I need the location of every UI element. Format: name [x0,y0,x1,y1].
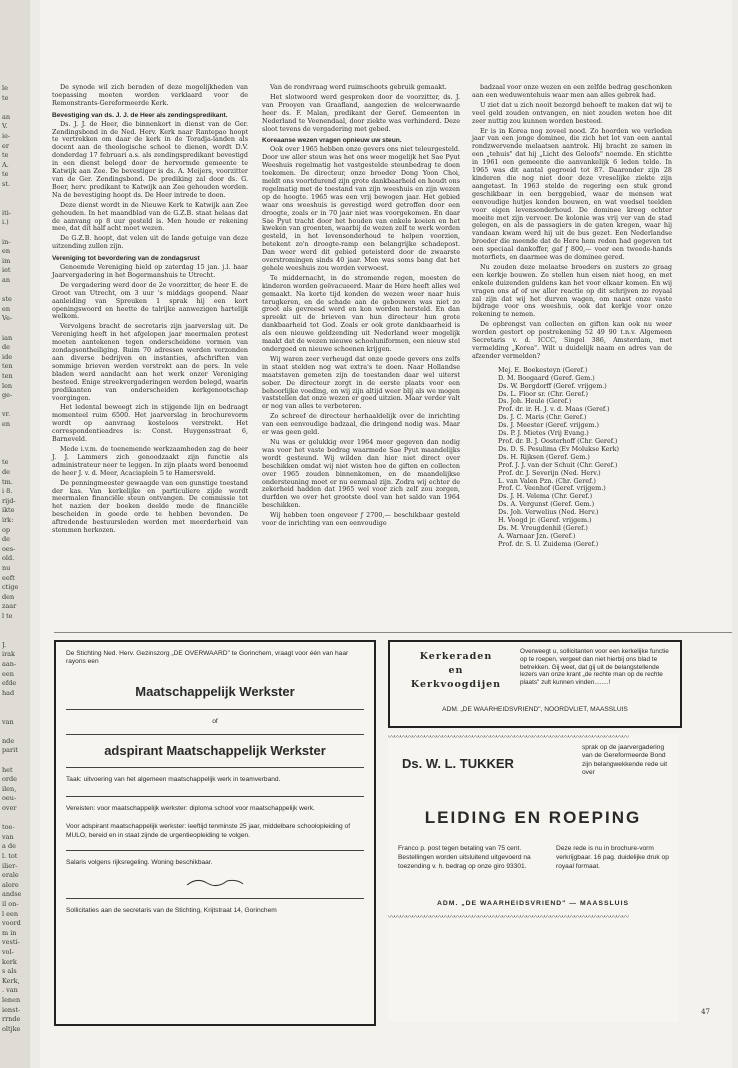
signatory: Ds. J. Meester (Geref. vrijgem.) [498,421,599,430]
heading: Vereniging tot bevordering van de zondagsrust [52,255,200,263]
paragraph: De vergadering werd door de 2e voorzitter, de heer E. de Groot van Utrecht, om 3 uur 's middags geopend. Naar aanleiding van Spreuken 1 sprak hij een kort openingswoord en heette de talrijke aanwezigen hartelijk welkom. [52,280,248,321]
divider [66,898,364,899]
paragraph: Nu was er gelukkig over 1964 meer gegeven dan nodig was voor het vaste bedrag waarmede Sae Pyut maandelijks wordt gesteund. Wij wilden dan hier niet direct over beschikken omdat wij niet wisten hoe de giften en collecten over 1965 zouden binnenkomen, en de maandelijkse ondersteuning moet er nu eenmaal zijn. Zodra wij echter de zekerheid hadden dat 1965 wel voor zich zelf zou zorgen, durfden we over het grootste deel van het saldo van 1964 beschikken. [262,437,460,510]
signatory: Ds. D. S. Pesulima (Ev Molukse Kerk) [498,444,619,453]
paragraph: De G.Z.B. hoopt, dat velen uit de lande getuige van deze uitzending zullen zijn. [52,234,248,251]
gutter-text: ian [2,333,13,342]
gutter-text: te [2,93,9,102]
paragraph: Te middernacht, in de stromende regen, moesten de kinderen worden geëvacueerd. Maar de Here heeft alles wel gemaakt. Na korte tijd konden de wezen weer naar huis terugkeren, en de schade aan de gebouwen was niet zo groot als gevreesd werd en kon worden hersteld. En dan spreekt uit de brieven van hun directeur hun grote dankbaarheid tot God. Zoals er ook grote dankbaarheid is als een nieuwe geldzending uit Nederland weer mogelijk maakt dat de wezen nieuwe schooluniformen, een nieuw stel ondergoed en nieuwe schoenen krijgen. [262,273,460,353]
ad3-left: Franco p. post tegen betaling van 75 cent. Bestellingen worden uitsluitend uitgevoerd na toezending v. h. bedrag op onze giro 93301. [398,845,531,870]
gutter-text: nu [2,564,11,572]
page-number: 47 [701,1008,710,1016]
gutter-text: efde [2,679,17,688]
gutter-text: il on- [2,900,19,908]
ad2-title-b: en [448,665,464,676]
signatory: Mej. E. Boekesteyn (Geref.) [498,365,588,374]
paragraph: Ook over 1965 hebben onze gevers ons niet teleurgesteld. Door uw aller steun was het ons weer mogelijk het Sae Pyut Weeshuis regelmatig het vastgestelde steunbedrag te doen toekomen. De directeur, onze broeder Dong Yoon Choi, meldt ons voortdurend zijn grote dankbaarheid en houdt ons regelmatig met de toestand van zijn weeshuis en zijn wezen op de hoogte. 1965 was een vrij bewogen jaar. Het gebied waar ons weeshuis is gevestigd werd getroffen door een droogte, zoals er in 70 jaar niet was voorgekomen. En daar Sae Pyut tracht door het houden van enkele koeien en het kweken van groenten, waarbij de wezen zelf te werk worden gesteld, in het levensonderhoud te helpen voorzien, betekent zo'n droogte-ramp een belangrijke schadepost. Dan weer werd dit gebied geteisterd door de zwaarste overstromingen sinds 40 jaar. Men was soms bang dat het gehele weeshuis zou worden verwoest. [262,145,460,272]
gutter-text: lenen [2,996,21,1004]
signatory: Ds. H. Rijksen (Geref. Gem.) [498,452,590,461]
column-1 [52,84,248,537]
gutter-text: ten [2,372,13,380]
gutter-text: vol- [2,948,14,956]
gutter-text: ie- [2,132,11,140]
gutter-text: den [2,592,15,601]
gutter-text: oltjke [2,1024,21,1033]
gutter-text: en [2,420,11,428]
divider [66,734,364,735]
gutter-text: irk: [2,516,14,524]
ad3-headline: LEIDING EN ROEPING [424,808,642,827]
signatory: Ds. L. Floor sr. (Chr. Geref.) [498,389,589,398]
ad-task: Taak: uitvoering van het algemeen maatschappelijk werk in teamverband. [66,776,281,784]
paragraph: U ziet dat u zich nooit bezorgd behoeft te maken dat wij te veel geld zouden ontvangen, en niet zouden weten hoe dit zeer nuttig zou kunnen worden besteed. [472,100,672,125]
paragraph: Wij waren zeer verheugd dat onze goede gevers ons zelfs in staat stelden nog wat extra's te doen. Naar Hollandse maatstaven gemeten zijn de toestanden daar wel uiterst sober. De directeur zorgt in de eerste plaats voor een behoorlijke voeding, en wij zijn altijd weer blij als we mogen vaststellen dat onze wezen er goed uitzien. Maar verder valt er nog van alles te verbeteren. [262,354,460,411]
signatory: Prof. C. Veenhof (Geref. vrijgem.) [498,484,606,493]
gutter-text: aan- [2,660,17,668]
gutter-text: l een [2,909,19,918]
wavy-border-bottom: 〰〰〰〰〰〰〰〰〰〰〰〰〰〰〰〰〰〰〰〰〰〰〰〰〰〰〰〰〰〰〰〰〰〰〰〰〰〰〰〰 [388,914,628,920]
gutter-text: en [2,304,11,313]
gutter-text: an [2,112,11,121]
gutter-text: parit [2,746,18,755]
paragraph: Mede i.v.m. de toenemende werkzaamheden zag de heer J. J. Lammers zich genoodzaakt zijn functie als administrateur neer te leggen. In zijn plaats werd benoemd de heer J. v. d. Meer, Acaciaplein 5 te Hamersveld. [52,444,248,477]
divider [54,632,732,633]
signature-flourish-icon [66,875,364,892]
ad2-title-a: Kerkeraden [419,651,493,662]
gutter-text: over [2,804,17,812]
gutter-text: l te [2,612,13,620]
gutter-text: tm. [2,477,13,486]
job-advertisement [54,640,376,1026]
gutter-text: te [2,151,9,160]
gutter-text: op [2,525,11,534]
signatory: Ds. J. H. Velema (Chr. Geref.) [498,492,593,501]
gutter-text: l. tot [2,852,18,860]
paragraph: Van de rondvraag werd ruimschoots gebruik gemaakt. [270,83,447,91]
signatory: Prof. J. J. van der Schuit (Chr. Geref.) [498,460,618,469]
column-2 [262,84,460,530]
ad3-right: Deze rede is nu in brochure-vorm verkrijgbaar. 16 pag. duidelijke druk op royaal formaat. [556,845,669,870]
paragraph: Wij hebben toen ongeveer ƒ 2700,— beschikbaar gesteld voor de inrichting van een eenvoudige [262,511,460,528]
gutter-text: irak [2,650,15,659]
signatory: Ds. Joh. Heule (Geref.) [498,397,572,406]
ad2-text: Overweegt u, sollicitanten voor een kerkelijke functie op te roepen, vergeet dan niet hierbij ons blad te betrekken. Gij weet, dat gij uit de belangstellende lezers van onze krant „de rechte man op de rechte plaats" zult kunnen vinden........! [520,648,669,687]
signatory: H. Voogd jr. (Geref. vrijgem.) [498,516,592,525]
divider [66,767,364,768]
signatory: L. van Valen Pzn. (Chr. Geref.) [498,476,596,485]
gutter-text: a de [2,842,16,851]
gutter-text: te [2,458,9,467]
gutter-text: van [2,832,14,841]
ad-intro: De Stichting Ned. Herv. Gezinszorg „DE OVERWAARD" te Gorinchem, vraagt voor één van haar rayons een [66,650,349,666]
gutter-text: de [2,535,11,544]
gutter-text: te [2,170,9,179]
gutter-text: ge- [2,391,13,400]
gutter-text: in- [2,237,11,246]
ad-apply: Sollicitaties aan de secretaris van de Stichting, Krijtstraat 14, Gorinchem [66,907,277,915]
paragraph: Nu zouden deze melaatse broeders en zusters zo graag een kerkje bouwen. Ze stellen hun eisen niet hoog, en met enkele duizenden guldens kan het voor elkaar komen. En wij vragen ons af of uw aller reactie op dit schrijven zo royaal zal zijn dat wij het durven wagen, om naast onze vaste bijdrage voor ons weeshuis, ook dat kerkje voor onze rekening te nemen. [472,262,672,319]
gutter-text: ctige [2,583,19,592]
ad-or: of [212,717,218,725]
gutter-text: nde [2,736,15,745]
paragraph: Er is in Korea nog zoveel nood. Zo hoorden we verleden jaar van een jonge dominee, die zich het lot van een aantal rondzwervende melaatsen aantrok. Hij bracht ze samen in een „tehuis" dat hij „Licht des Geloofs" noemde. En stichtte in 1961 een gemeente die aanvankelijk 6 leden telde. In 1965 was dit aantal gegroeid tot 87. Daaronder zijn 28 kinderen die nog niet door deze vreselijke ziekte zijn aangetast. In 1963 stelde de regering een stuk grond geschikbaar in een berggebied, waar de mensen wat eenvoudige hutjes konden bouwen, en wat voedsel teelden voor eigen levensonderhoud. De dominee kreeg echter moeite met zijn vervoer. De kolonie was vrij ver van de stad gelegen, en als de passagiers in de gaten kregen, waar hij vandaan kwam werd hij uit de bus gezet. Een Nederlandse broeder die meende dat de Here hem reden had gegeven tot een speciaal dankoffer, gaf ƒ 800,— voor een tweede-hands motorfiets, en daarmee was de dominee gered. [472,126,672,262]
gutter-text: alere [2,880,19,889]
council-advertisement [388,640,682,728]
signatory: Prof. dr. B. J. Oosterhoff (Chr. Geref.) [498,436,618,445]
left-page-gutter [0,0,30,1068]
paragraph: De synode wil zich beraden of deze mogelijkheden van toepassing moeten worden verklaard voor de Remonstrants-Gereformeerde Kerk. [52,83,248,107]
ad-requirement-2: Voor adspirant maatschappelijk werkster: leeftijd tenminste 25 jaar, middelbare schoolopleiding of MULO, bereid en in staat zijnde de urgentieopleiding te volgen. [66,823,351,839]
signatory: Ds. M. Vreugdenhil (Geref.) [498,523,588,532]
paragraph: Ds. J. J. de Heer, die binnenkort in dienst van de Ger. Zendingsbond in de Ned. Herv. Kerk naar Rantepao hoopt te vertrekken om daar de kerk in de Toradja-landen als docent aan de theologische school te dienen, wordt D.V. donderdag 17 februari a.s. als zendingspredikant bevestigd in een dienst belegd door de hervormde gemeente te Katwijk aan Zee. De bevestiger is ds. A. Meijers, voorzitter van de Ger. Zendingsbond. De prediking zal door ds. G. Boer, herv. predikant te Katwijk aan Zee gehouden worden. Na de bevestiging hoopt ds. De Heer intrede te doen. [52,119,248,199]
gutter-text: st. [2,180,11,188]
gutter-text: ikte [2,506,15,515]
gutter-text: J. [2,640,7,649]
gutter-text: voord [2,919,21,928]
paragraph: De penningmeester gewaagde van een gunstige toestand der kas. Van kerkelijke en particuliere zijde wordt meermalen financiële steun ontvangen. De commissie tot het nazien der boeken deelde mede de financiële bescheiden in goede orde te hebben bevonden. De aftredende bestuursleden werden met meerderheid van stemmen herkozen. [52,478,248,535]
paragraph: Vervolgens bracht de secretaris zijn jaarverslag uit. De Vereniging heeft in het afgelopen jaar meermalen protest moeten aantekenen tegen onderscheidene vormen van zondagsontheiliging. Ruim 70 adressen werden verzonden aan diverse bedrijven en instanties, afschriften van sommige brieven werden verstrekt aan de pers. In vele bladen werd aandacht aan het werk onzer Vereniging besteed. Enige streekvergaderingen werden belegd, waarin predikanten van onderscheiden kerkgenootschap voorgingen. [52,322,248,402]
gutter-text: de [2,468,11,476]
heading: Bevestiging van ds. J. J. de Heer als zendingspredikant. [52,111,228,119]
gutter-text: erale [2,871,19,880]
ad-requirement-1: Vereisten: voor maatschappelijk werkster: diploma school voor maatschappelijk werk. [66,805,315,813]
gutter-text: le [2,84,8,92]
gutter-text: zaar [2,602,17,611]
paragraph: De opbrengst van collecten en giften kan ook nu weer worden gestort op postrekening 52 49 90 t.n.v. Algemeen Secretaris v. d. ICCC, Singel 386, Amsterdam, met vermelding „Korea". Wilt u duidelijk naam en adres van de afzender vermelden? [472,320,672,360]
gutter-text: Ve- [2,314,13,323]
paragraph: Het slotwoord werd gesproken door de voorzitter, ds. J. van Prooyen van Graafland, aangezien de welcerwaarde heer ds. F. Malan, predikant der Geref. Gemeenten in Nederland te Veenendaal, door ziekte was verhinderd. Deze sloot tevens de vergadering met gebed. [262,92,460,133]
signatory: D. M. Boogaard (Geref. Gem.) [498,373,595,382]
gutter-text: ten [2,362,13,371]
gutter-text: rijd- [2,496,16,505]
gutter-text: ilier- [2,861,18,870]
paragraph: Zo schreef de directeur herhaaldelijk over de inrichting van een eenvoudige badzaal, die dringend nodig was. Maar er was geen geld. [262,412,460,437]
brochure-advertisement [388,734,678,1022]
paragraph: Deze dienst wordt in de Nieuwe Kerk te Katwijk aan Zee gehouden. In het maandblad van de G.Z.B. staat helaas dat de aanvang op 8 uur gesteld is. Men houde er rekening mee, dat dit half acht moet wezen. [52,200,248,233]
gutter-text: eeft [2,573,15,582]
gutter-text: het [2,765,13,774]
gutter-text: er [2,141,9,150]
gutter-text: . van [2,986,18,995]
signatories-list [498,367,672,549]
ad2-footer: ADM. „DE WAARHEIDSVRIEND", NOORDVLIET, MAASSLUIS [442,706,628,713]
gutter-text: ienst- [2,1005,21,1014]
ad3-name: Ds. W. L. TUKKER [402,756,514,771]
gutter-text: oes- [2,544,16,553]
gutter-text: old. [2,554,15,563]
ad3-footer: ADM. „DE WAARHEIDSVRIEND" — MAASSLUIS [436,900,630,907]
gutter-text: ilen, [2,784,17,793]
gutter-text: V. [2,122,8,131]
gutter-text: een [2,669,14,678]
gutter-text: m in [2,928,17,937]
gutter-text: kerk [2,957,17,966]
gutter-text: A. [2,160,9,169]
gutter-text: vesti- [2,938,20,947]
gutter-text: i.) [2,218,9,227]
gutter-text: andse [2,890,22,899]
divider [66,850,364,851]
gutter-text: toe- [2,823,15,832]
gutter-text: an [2,276,11,284]
ad2-title-c: Kerkvoogdijen [410,679,502,690]
gutter-text: ste [2,295,12,304]
paragraph: Genoemde Vereniging hield op zaterdag 15 jan. j.l. haar Jaarvergadering in het Bogermanshuis te Utrecht. [52,263,248,279]
gutter-text: len [2,381,13,390]
signatory: Ds. P. J. Mietes (Vrij Evang.) [498,429,589,438]
ad-title-1: Maatschappelijk Werkster [135,684,295,700]
signatory: Prof. dr. J. Severijn (Ned. Herv.) [498,468,601,477]
divider [66,796,364,797]
ad-salary: Salaris volgens rijksregeling. Woning beschikbaar. [66,858,213,866]
divider [66,709,364,710]
ad3-spoke: sprak op de jaarvergadering van de Gereformeerde Bond zijn belangwekkende rede uit over [582,744,668,777]
gutter-text: i 8. [2,487,13,496]
paragraph: Het ledental beweegt zich in stijgende lijn en bedraagt momenteel ruim 6500. Het jaarverslag in brochurevorm wordt op aanvraag kosteloos verstrekt. Het correspondentieadres is: Const. Huygensstraat 6, Barneveld. [52,403,248,444]
signatory: Ds. J. C. Maris (Chr. Geref.) [498,413,587,422]
gutter-text: iti- [2,208,11,217]
gutter-text: s als [2,967,17,976]
paragraph: badzaal voor onze wezen en een zelfde bedrag geschonken aan een weduwentehuis waar men aan alles gebrek had. [472,83,672,99]
gutter-text: oeu- [2,794,17,803]
gutter-text: orde [2,775,18,784]
ad-title-2: adspirant Maatschappelijk Werkster [104,742,326,758]
gutter-text: van [2,717,14,726]
signatory: Ds. Joh. Verwelius (Ned. Herv.) [498,508,599,517]
signatory: Prof. dr. S. U. Zuidema (Geref.) [498,539,599,548]
signatory: A. Warnaar Jzn. (Geref.) [498,531,576,540]
heading: Koreaanse wezen vragen opnieuw uw steun. [262,137,402,145]
gutter-text: iet [2,266,11,275]
signatory: Prof. dr. ir. H. J. v. d. Maas (Geref.) [498,405,610,414]
gutter-text: ide [2,352,13,361]
gutter-text: vr. [2,410,11,419]
wavy-border-top: 〰〰〰〰〰〰〰〰〰〰〰〰〰〰〰〰〰〰〰〰〰〰〰〰〰〰〰〰〰〰〰〰〰〰〰〰〰〰〰〰 [388,734,628,740]
column-3 [472,84,672,549]
signatory: Ds. W. Borgdorff (Geref. vrijgem.) [498,381,607,390]
gutter-text: Kerk, [2,976,20,985]
signatory: Ds. A. Vergunst (Geref. Gem.) [498,500,595,509]
gutter-text: im [2,256,11,265]
gutter-text: de [2,343,11,352]
gutter-text: en [2,247,11,256]
gutter-text: rrnde [2,1015,21,1024]
gutter-text: had [2,688,15,697]
